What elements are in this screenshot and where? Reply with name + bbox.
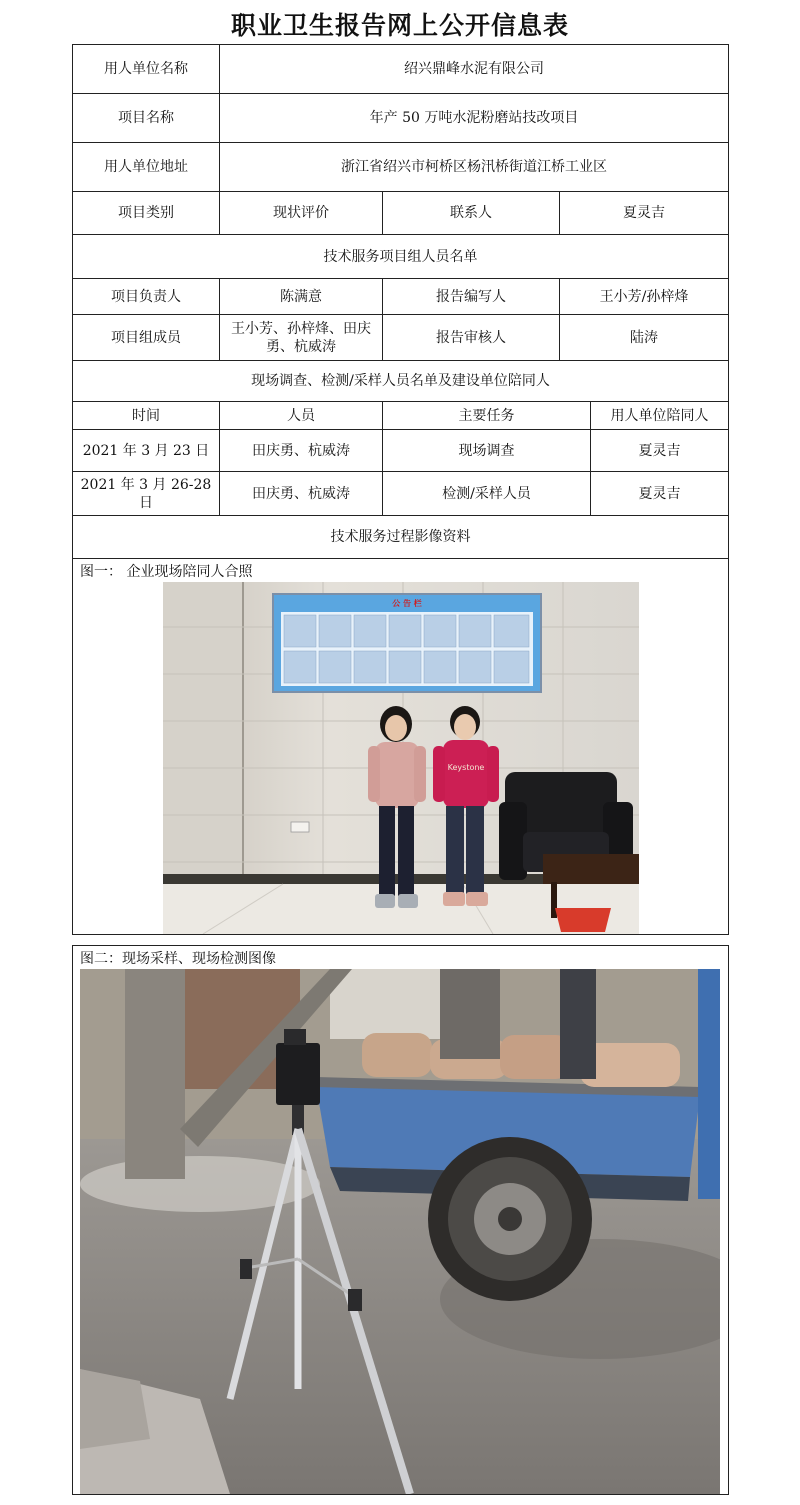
row-members xyxy=(73,315,729,361)
survey-escort: 夏灵吉 xyxy=(591,430,729,472)
figure-1-caption: 图一： 企业现场陪同人合照 xyxy=(80,564,253,580)
column-staff: 人员 xyxy=(220,402,383,430)
row-team-header xyxy=(73,235,729,279)
shirt-logo: Keystone xyxy=(447,763,485,772)
notice-board-title: 公 告 栏 xyxy=(392,599,422,608)
reviewer-label: 报告审核人 xyxy=(383,315,560,361)
table-row xyxy=(73,472,729,516)
survey-task: 检测/采样人员 xyxy=(383,472,591,516)
document-title: 职业卫生报告网上公开信息表 xyxy=(230,11,569,40)
team-header: 技术服务项目组人员名单 xyxy=(73,235,729,279)
figure-2 xyxy=(72,945,729,1495)
row-leader xyxy=(73,279,729,315)
category-label: 项目类别 xyxy=(73,192,220,235)
survey-staff: 田庆勇、杭威涛 xyxy=(220,430,383,472)
column-task: 主要任务 xyxy=(383,402,591,430)
leader-label: 项目负责人 xyxy=(73,279,220,315)
row-employer xyxy=(73,45,729,94)
row-category xyxy=(73,192,729,235)
address-label: 用人单位地址 xyxy=(73,143,220,192)
figure-2-caption: 图二：现场采样、现场检测图像 xyxy=(80,951,276,967)
table-row xyxy=(73,430,729,472)
survey-time: 2021 年 3 月 23 日 xyxy=(73,430,220,472)
row-survey-columns xyxy=(73,402,729,430)
staff-group-photo xyxy=(163,582,639,934)
address-value: 浙江省绍兴市柯桥区杨汛桥街道江桥工业区 xyxy=(220,143,729,192)
category-value: 现状评价 xyxy=(220,192,383,235)
project-label: 项目名称 xyxy=(73,94,220,143)
contact-label: 联系人 xyxy=(383,192,560,235)
members-value: 王小芳、孙梓烽、田庆勇、杭威涛 xyxy=(220,315,383,361)
contact-value: 夏灵吉 xyxy=(560,192,729,235)
survey-task: 现场调查 xyxy=(383,430,591,472)
reviewer-value: 陆涛 xyxy=(560,315,729,361)
employer-value: 绍兴鼎峰水泥有限公司 xyxy=(220,45,729,94)
survey-header: 现场调查、检测/采样人员名单及建设单位陪同人 xyxy=(73,361,729,402)
figure-1 xyxy=(72,558,729,935)
sampling-site-photo xyxy=(80,969,720,1494)
leader-value: 陈满意 xyxy=(220,279,383,315)
info-table xyxy=(72,44,729,559)
row-images-header xyxy=(73,516,729,559)
row-survey-header xyxy=(73,361,729,402)
survey-staff: 田庆勇、杭威涛 xyxy=(220,472,383,516)
row-address xyxy=(73,143,729,192)
survey-escort: 夏灵吉 xyxy=(591,472,729,516)
employer-label: 用人单位名称 xyxy=(73,45,220,94)
members-label: 项目组成员 xyxy=(73,315,220,361)
writer-value: 王小芳/孙梓烽 xyxy=(560,279,729,315)
notice-board xyxy=(273,594,541,692)
survey-time: 2021 年 3 月 26-28 日 xyxy=(73,472,220,516)
cart-wheel xyxy=(428,1137,592,1301)
project-value: 年产 50 万吨水泥粉磨站技改项目 xyxy=(220,94,729,143)
column-time: 时间 xyxy=(73,402,220,430)
writer-label: 报告编写人 xyxy=(383,279,560,315)
images-header: 技术服务过程影像资料 xyxy=(73,516,729,559)
column-escort: 用人单位陪同人 xyxy=(591,402,729,430)
row-project xyxy=(73,94,729,143)
